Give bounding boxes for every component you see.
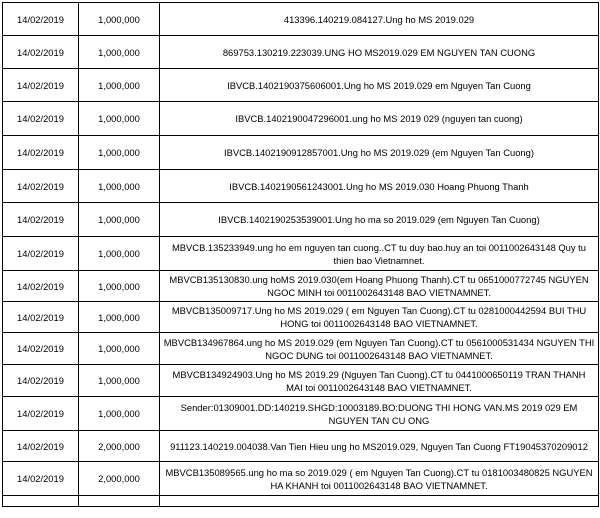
description-cell: IBVCB.1402190047296001.ung ho MS 2019 029 (nguyen tan cuong) [160, 102, 599, 136]
date-cell: 14/02/2019 [3, 365, 79, 397]
amount-cell: 1,000,000 [79, 3, 160, 36]
table-row [3, 397, 599, 431]
amount-cell: 1,000,000 [79, 237, 160, 271]
table-row [3, 203, 599, 237]
table-row [3, 36, 599, 69]
date-cell: 14/02/2019 [3, 170, 79, 203]
description-cell: MBVCB134924903.Ung ho MS 2019.29 (Nguyen Tan Cuong).CT tu 0441000650119 TRAN THANH MAI toi 0011002643148 BAO VIETNAMNET. [160, 365, 599, 397]
amount-cell [79, 496, 160, 507]
date-cell [3, 496, 79, 507]
table-row [3, 69, 599, 102]
date-cell: 14/02/2019 [3, 203, 79, 237]
transaction-table-body [3, 3, 599, 507]
description-cell: IBVCB.1402190561243001.Ung ho MS 2019.030 Hoang Phuong Thanh [160, 170, 599, 203]
date-cell: 14/02/2019 [3, 36, 79, 69]
description-cell: IBVCB.1402190375606001.Ung ho MS 2019.029 em Nguyen Tan Cuong [160, 69, 599, 102]
date-cell: 14/02/2019 [3, 136, 79, 170]
date-cell: 14/02/2019 [3, 102, 79, 136]
amount-cell: 1,000,000 [79, 203, 160, 237]
amount-cell: 1,000,000 [79, 302, 160, 333]
transaction-table [2, 2, 599, 507]
description-cell: 911123.140219.004038.Van Tien Hieu ung ho MS2019.029, Nguyen Tan Cuong FT19045370209012 [160, 431, 599, 462]
amount-cell: 1,000,000 [79, 170, 160, 203]
description-cell: MBVCB135089565.ung ho ma so 2019.029 ( em Nguyen Tan Cuong).CT tu 0181003480825 NGUYEN HA KHANH toi 0011002643148 BAO VIETNAMNET. [160, 462, 599, 496]
description-cell: Sender:01309001.DD:140219.SHGD:10003189.BO:DUONG THI HONG VAN.MS 2019 029 EM NGUYEN TAN CU ONG [160, 397, 599, 431]
description-cell: 413396.140219.084127.Ung ho MS 2019.029 [160, 3, 599, 36]
amount-cell: 1,000,000 [79, 271, 160, 302]
amount-cell: 2,000,000 [79, 462, 160, 496]
description-cell: MBVCB.135233949.ung ho em nguyen tan cuong..CT tu duy bao.huy an toi 0011002643148 Quy tu thien bao Vietnamnet. [160, 237, 599, 271]
date-cell: 14/02/2019 [3, 69, 79, 102]
date-cell: 14/02/2019 [3, 462, 79, 496]
table-row [3, 237, 599, 271]
amount-cell: 1,000,000 [79, 397, 160, 431]
table-row [3, 102, 599, 136]
table-row [3, 462, 599, 496]
date-cell: 14/02/2019 [3, 271, 79, 302]
description-cell: MBVCB135130830.ung hoMS 2019.030(em Hoang Phuong Thanh).CT tu 0651000772745 NGUYEN NGOC MINH toi 0011002643148 BAO VIETNAMNET. [160, 271, 599, 302]
date-cell: 14/02/2019 [3, 237, 79, 271]
table-row [3, 333, 599, 365]
description-cell: IBVCB.1402190253539001.Ung ho ma so 2019.029 (em Nguyen Tan Cuong) [160, 203, 599, 237]
table-row [3, 431, 599, 462]
date-cell: 14/02/2019 [3, 431, 79, 462]
table-row-partial [3, 496, 599, 507]
table-row [3, 136, 599, 170]
amount-cell: 1,000,000 [79, 136, 160, 170]
date-cell: 14/02/2019 [3, 397, 79, 431]
amount-cell: 1,000,000 [79, 333, 160, 365]
amount-cell: 1,000,000 [79, 36, 160, 69]
amount-cell: 1,000,000 [79, 69, 160, 102]
date-cell: 14/02/2019 [3, 333, 79, 365]
description-cell: MBVCB134967864.ung ho MS 2019.029 (em Nguyen Tan Cuong).CT tu 0561000531434 NGUYEN THI NGOC DUNG toi 0011002643148 BAO VIETNAMNET. [160, 333, 599, 365]
description-cell [160, 496, 599, 507]
description-cell: 869753.130219.223039.UNG HO MS2019.029 EM NGUYEN TAN CUONG [160, 36, 599, 69]
date-cell: 14/02/2019 [3, 3, 79, 36]
amount-cell: 1,000,000 [79, 365, 160, 397]
table-row [3, 365, 599, 397]
description-cell: MBVCB135009717.Ung ho MS 2019.029 ( em Nguyen Tan Cuong).CT tu 0281000442594 BUI THU HONG toi 0011002643148 BAO VIETNAMNET. [160, 302, 599, 333]
table-row [3, 271, 599, 302]
table-row [3, 170, 599, 203]
amount-cell: 1,000,000 [79, 102, 160, 136]
table-row [3, 3, 599, 36]
table-row [3, 302, 599, 333]
description-cell: IBVCB.1402190912857001.Ung ho MS 2019.029 (em Nguyen Tan Cuong) [160, 136, 599, 170]
date-cell: 14/02/2019 [3, 302, 79, 333]
amount-cell: 2,000,000 [79, 431, 160, 462]
